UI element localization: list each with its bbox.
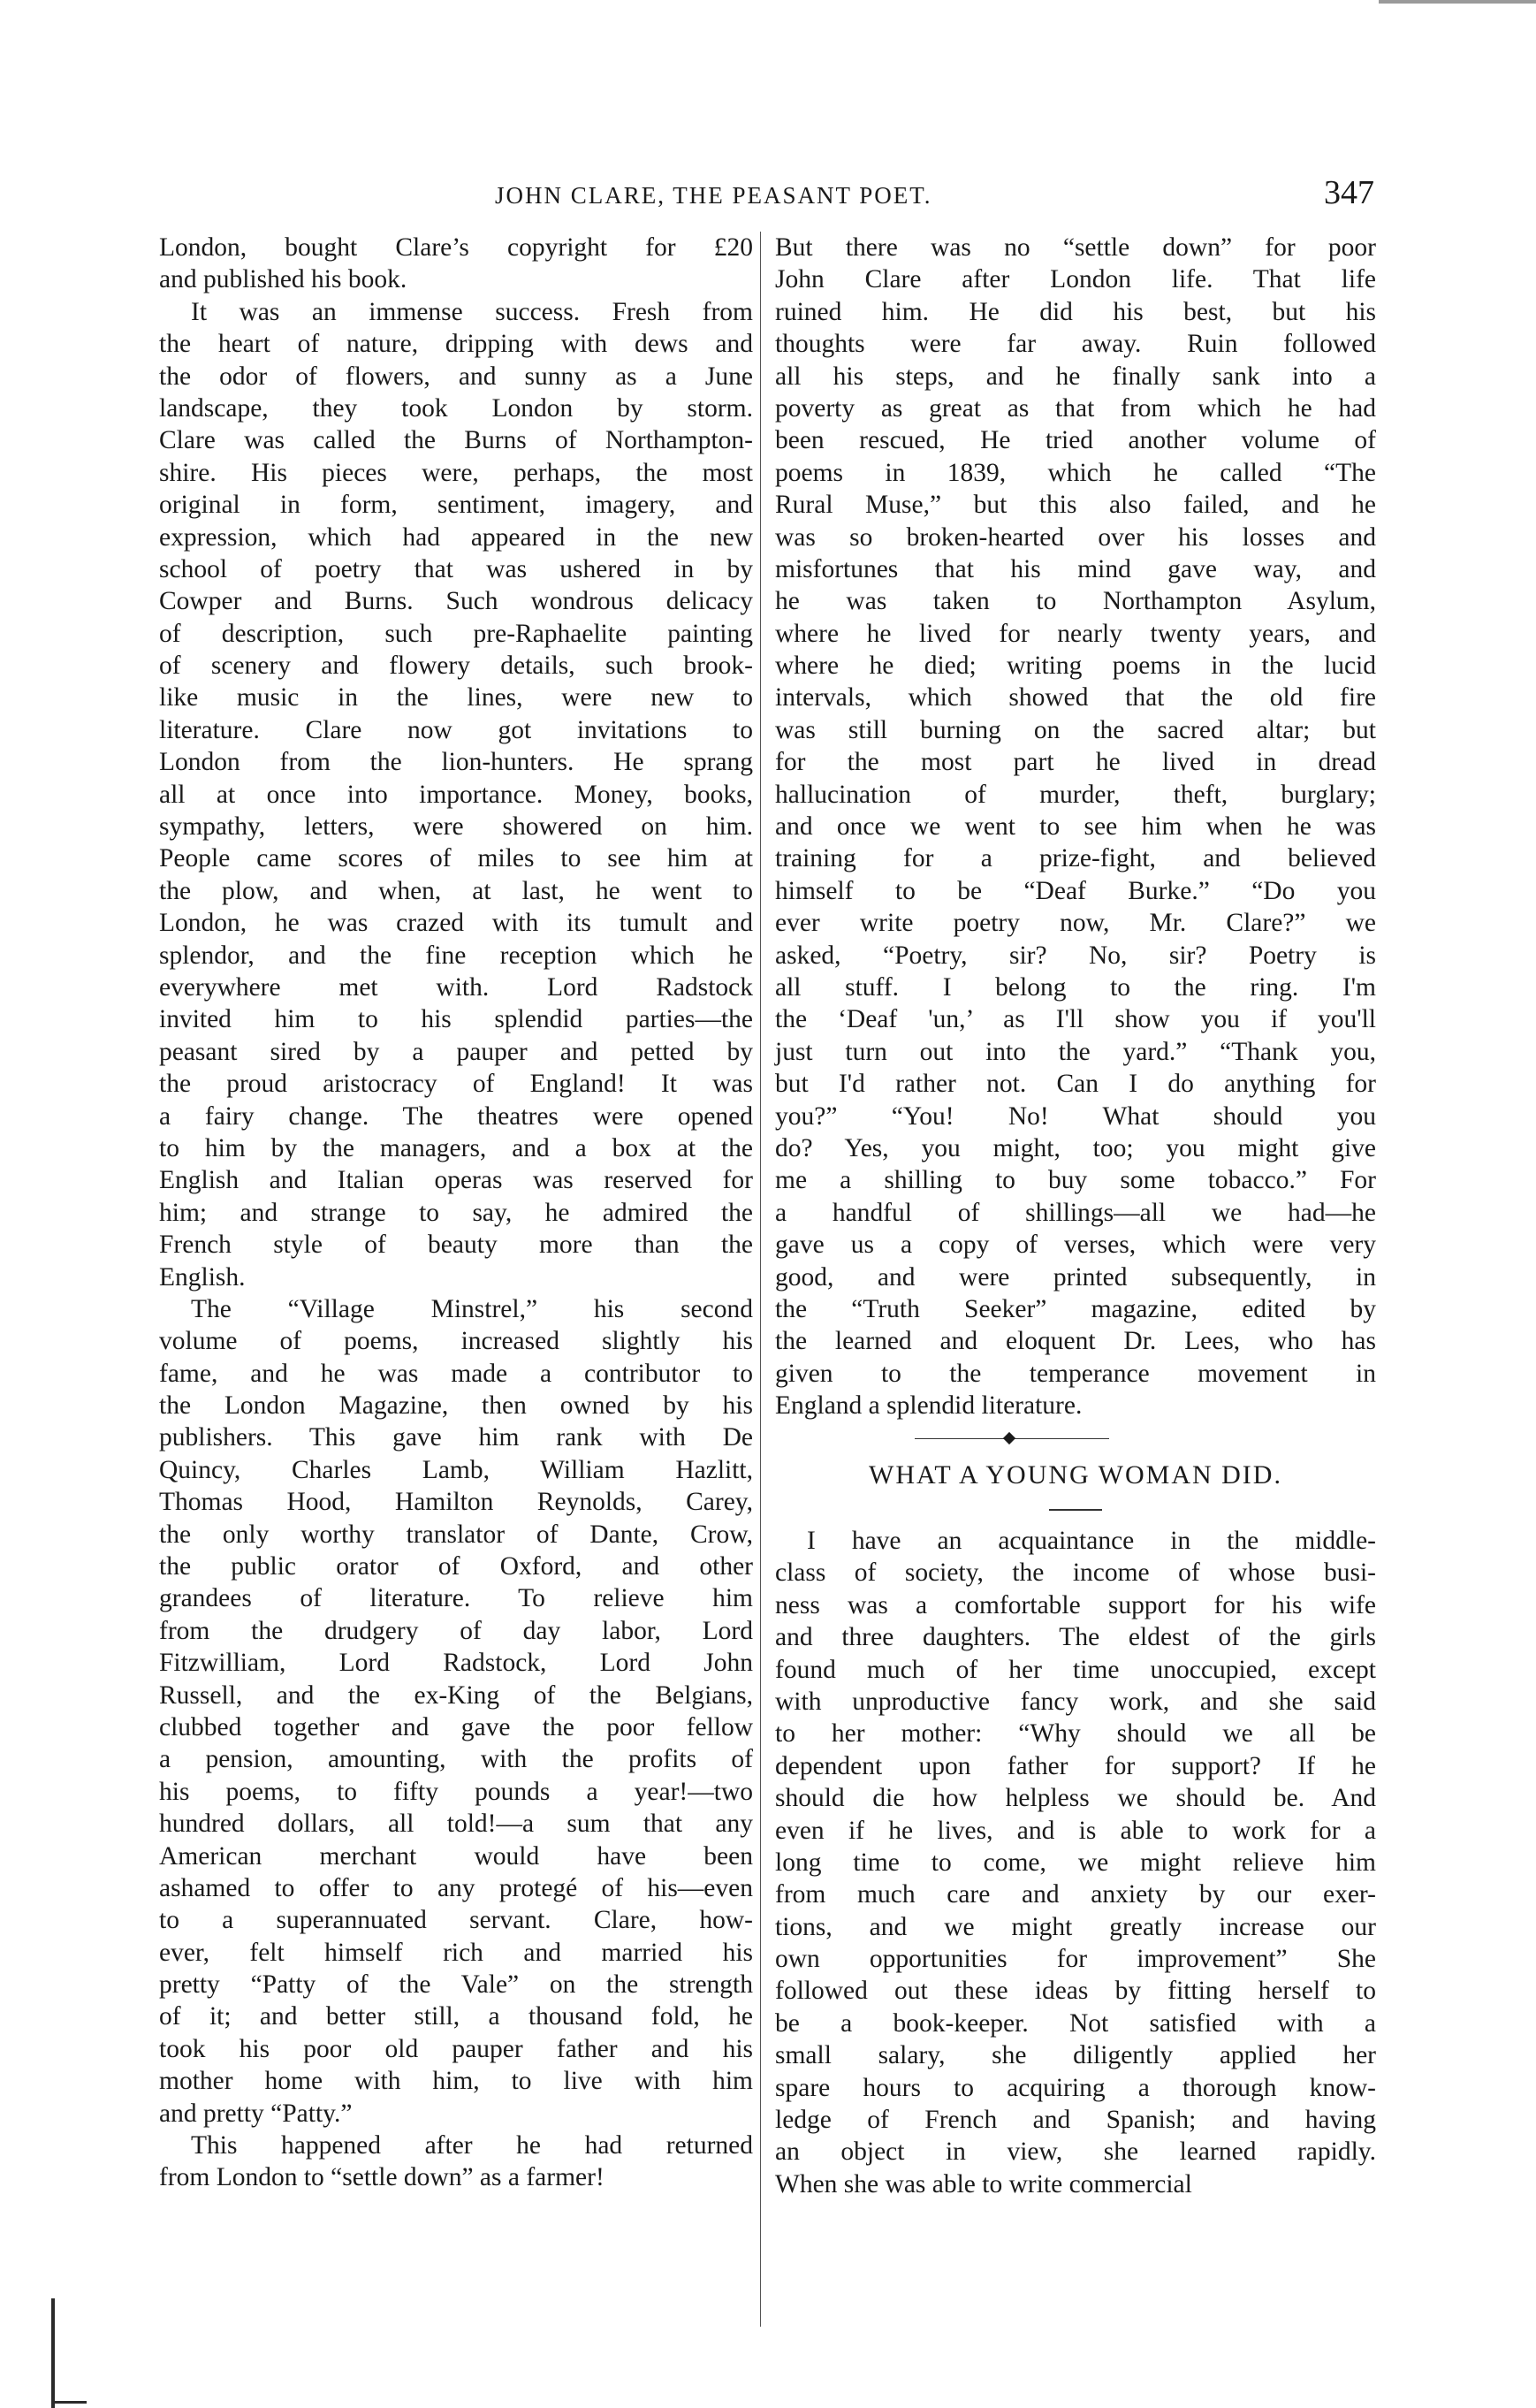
text-line: given to the temperance movement in: [775, 1359, 1376, 1388]
text-line: original in form, sentiment, imagery, and: [159, 491, 753, 520]
text-line: where he died; writing poems in the lucid: [775, 652, 1376, 681]
text-line: Fitzwilliam, Lord Radstock, Lord John: [159, 1649, 753, 1678]
section-body: [775, 1525, 1376, 2200]
text-line: England a splendid literature.: [775, 1391, 1083, 1421]
text-line: Rural Muse,” but this also failed, and he: [775, 491, 1376, 520]
text-line: himself to be “Deaf Burke.” “Do you: [775, 876, 1376, 905]
text-line: the odor of flowers, and sunny as a June: [159, 362, 753, 391]
text-line: the learned and eloquent Dr. Lees, who has: [775, 1327, 1376, 1356]
text-line: peasant sired by a pauper and petted by: [159, 1037, 753, 1066]
running-title: JOHN CLARE, THE PEASANT POET.: [495, 182, 932, 209]
text-line: ever, felt himself rich and married his: [159, 1938, 753, 1967]
scan-edge-mark: [51, 2401, 87, 2404]
section-ornament: [915, 1432, 1109, 1444]
text-line: the plow, and when, at last, he went to: [159, 876, 753, 905]
text-line: hundred dollars, all told!—a sum that any: [159, 1810, 753, 1839]
text-line: People came scores of miles to see him at: [159, 844, 753, 873]
text-line: training for a prize-fight, and believed: [775, 844, 1376, 873]
text-line: of scenery and flowery details, such brook-: [159, 652, 753, 681]
text-line: But there was no “settle down” for poor: [775, 233, 1376, 262]
text-line: English and Italian operas was reserved for: [159, 1166, 753, 1195]
text-line: shire. His pieces were, perhaps, the most: [159, 458, 753, 487]
text-line: expression, which had appeared in the new: [159, 522, 753, 552]
heading-rule: [1049, 1509, 1102, 1511]
text-line: spare hours to acquiring a thorough know-: [775, 2073, 1376, 2102]
text-line: the “Truth Seeker” magazine, edited by: [775, 1294, 1376, 1323]
text-line: French style of beauty more than the: [159, 1231, 753, 1260]
page-header: [159, 174, 1374, 221]
text-line: class of society, the income of whose busi-: [775, 1558, 1376, 1588]
text-line: even if he lives, and is able to work for a: [775, 1816, 1376, 1845]
page-number: 347: [1324, 174, 1374, 211]
text-line: the London Magazine, then owned by his: [159, 1391, 753, 1421]
text-line: mother home with him, to live with him: [159, 2067, 753, 2096]
text-line: Thomas Hood, Hamilton Reynolds, Carey,: [159, 1488, 753, 1517]
text-line: own opportunities for improvement” She: [775, 1945, 1376, 1974]
text-line: found much of her time unoccupied, except: [775, 1655, 1376, 1684]
text-line: clubbed together and gave the poor fellow: [159, 1712, 753, 1741]
text-line: the heart of nature, dripping with dews and: [159, 330, 753, 359]
right-column: [775, 232, 1376, 1421]
text-line: Clare was called the Burns of Northampton-: [159, 426, 753, 455]
text-line: publishers. This gave him rank with De: [159, 1423, 753, 1452]
column-divider: [760, 232, 761, 2327]
text-line: took his poor old pauper father and his: [159, 2034, 753, 2063]
text-line: misfortunes that his mind gave way, and: [775, 554, 1376, 583]
text-line: small salary, she diligently applied her: [775, 2041, 1376, 2070]
section-heading: WHAT A YOUNG WOMAN DID.: [869, 1460, 1282, 1490]
text-line: poverty as great as that from which he had: [775, 393, 1376, 423]
text-line: splendor, and the fine reception which he: [159, 941, 753, 970]
text-line: invited him to his splendid parties—the: [159, 1005, 753, 1034]
text-line: from much care and anxiety by our exer-: [775, 1880, 1376, 1909]
text-line: gave us a copy of verses, which were very: [775, 1231, 1376, 1260]
text-line: followed out these ideas by fitting herself to: [775, 1977, 1376, 2006]
text-line: do? Yes, you might, too; you might give: [775, 1133, 1376, 1162]
text-line: where he lived for nearly twenty years, and: [775, 619, 1376, 648]
text-line: from London to “settle down” as a farmer!: [159, 2163, 605, 2192]
text-line: and pretty “Patty.”: [159, 2099, 353, 2128]
text-line: the only worthy translator of Dante, Crow,: [159, 1520, 753, 1549]
text-line: should die how helpless we should be. And: [775, 1784, 1376, 1813]
text-line: asked, “Poetry, sir? No, sir? Poetry is: [775, 941, 1376, 970]
text-line: volume of poems, increased slightly his: [159, 1327, 753, 1356]
text-line: the proud aristocracy of England! It was: [159, 1070, 753, 1099]
text-line: ruined him. He did his best, but his: [775, 297, 1376, 326]
text-line: landscape, they took London by storm.: [159, 393, 753, 423]
text-line: poems in 1839, which he called “The: [775, 458, 1376, 487]
text-line: everywhere met with. Lord Radstock: [159, 972, 753, 1002]
text-line: you?” “You! No! What should you: [775, 1101, 1376, 1131]
text-line: ness was a comfortable support for his wife: [775, 1590, 1376, 1619]
text-line: he was taken to Northampton Asylum,: [775, 587, 1376, 616]
text-line: long time to come, we might relieve him: [775, 1848, 1376, 1877]
text-line: school of poetry that was ushered in by: [159, 554, 753, 583]
text-line: like music in the lines, were new to: [159, 683, 753, 712]
text-line: pretty “Patty of the Vale” on the strength: [159, 1970, 753, 2000]
text-line: The “Village Minstrel,” his second: [191, 1294, 753, 1323]
text-line: all stuff. I belong to the ring. I'm: [775, 972, 1376, 1002]
scan-edge-mark: [1379, 0, 1536, 4]
text-line: his poems, to fifty pounds a year!—two: [159, 1777, 753, 1806]
ornament-diamond: [1003, 1432, 1015, 1444]
text-line: from the drudgery of day labor, Lord: [159, 1616, 753, 1645]
text-line: to a superannuated servant. Clare, how-: [159, 1906, 753, 1935]
text-line: tions, and we might greatly increase our: [775, 1912, 1376, 1941]
text-line: literature. Clare now got invitations to: [159, 715, 753, 744]
text-line: grandees of literature. To relieve him: [159, 1584, 753, 1613]
text-line: me a shilling to buy some tobacco.” For: [775, 1166, 1376, 1195]
text-line: him; and strange to say, he admired the: [159, 1198, 753, 1227]
text-line: a handful of shillings—all we had—he: [775, 1198, 1376, 1227]
text-line: was still burning on the sacred altar; but: [775, 715, 1376, 744]
text-line: of it; and better still, a thousand fold, he: [159, 2002, 753, 2031]
text-line: thoughts were far away. Ruin followed: [775, 330, 1376, 359]
text-line: all at once into importance. Money, books,: [159, 780, 753, 809]
text-line: of description, such pre-Raphaelite painting: [159, 619, 753, 648]
text-line: John Clare after London life. That life: [775, 265, 1376, 294]
text-line: dependent upon father for support? If he: [775, 1751, 1376, 1780]
text-line: all his steps, and he finally sank into a: [775, 362, 1376, 391]
text-line: Cowper and Burns. Such wondrous delicacy: [159, 587, 753, 616]
text-line: ledge of French and Spanish; and having: [775, 2106, 1376, 2135]
text-line: with unproductive fancy work, and she said: [775, 1687, 1376, 1716]
text-line: good, and were printed subsequently, in: [775, 1262, 1376, 1292]
text-line: the public orator of Oxford, and other: [159, 1552, 753, 1581]
left-column: [159, 232, 753, 2194]
text-line: Quincy, Charles Lamb, William Hazlitt,: [159, 1455, 753, 1484]
text-line: It was an immense success. Fresh from: [191, 297, 753, 326]
text-line: the ‘Deaf 'un,’ as I'll show you if you'll: [775, 1005, 1376, 1034]
text-line: but I'd rather not. Can I do anything for: [775, 1070, 1376, 1099]
text-line: a fairy change. The theatres were opened: [159, 1101, 753, 1131]
text-line: intervals, which showed that the old fire: [775, 683, 1376, 712]
text-line: English.: [159, 1262, 246, 1292]
text-line: to her mother: “Why should we all be: [775, 1719, 1376, 1749]
text-line: London from the lion-hunters. He sprang: [159, 748, 753, 777]
text-line: When she was able to write commercial: [775, 2169, 1192, 2198]
text-line: ever write poetry now, Mr. Clare?” we: [775, 909, 1376, 938]
text-line: to him by the managers, and a box at the: [159, 1133, 753, 1162]
text-line: fame, and he was made a contributor to: [159, 1359, 753, 1388]
text-line: just turn out into the yard.” “Thank you,: [775, 1037, 1376, 1066]
text-line: for the most part he lived in dread: [775, 748, 1376, 777]
text-line: Russell, and the ex-King of the Belgians,: [159, 1680, 753, 1710]
text-line: hallucination of murder, theft, burglary;: [775, 780, 1376, 809]
text-line: London, he was crazed with its tumult and: [159, 909, 753, 938]
text-line: London, bought Clare’s copyright for £20: [159, 233, 753, 262]
text-line: been rescued, He tried another volume of: [775, 426, 1376, 455]
text-line: a pension, amounting, with the profits of: [159, 1745, 753, 1774]
text-line: be a book-keeper. Not satisfied with a: [775, 2008, 1376, 2038]
text-line: and once we went to see him when he was: [775, 812, 1376, 842]
text-line: sympathy, letters, were showered on him.: [159, 812, 753, 842]
text-line: I have an acquaintance in the middle-: [807, 1527, 1376, 1555]
text-line: This happened after he had returned: [191, 2131, 753, 2160]
text-line: American merchant would have been: [159, 1841, 753, 1871]
text-line: and three daughters. The eldest of the girls: [775, 1623, 1376, 1652]
text-line: an object in view, she learned rapidly.: [775, 2137, 1376, 2167]
text-line: and published his book.: [159, 265, 407, 294]
scan-edge-mark: [51, 2298, 55, 2408]
text-line: was so broken-hearted over his losses and: [775, 522, 1376, 552]
text-line: ashamed to offer to any protegé of his—even: [159, 1873, 753, 1902]
